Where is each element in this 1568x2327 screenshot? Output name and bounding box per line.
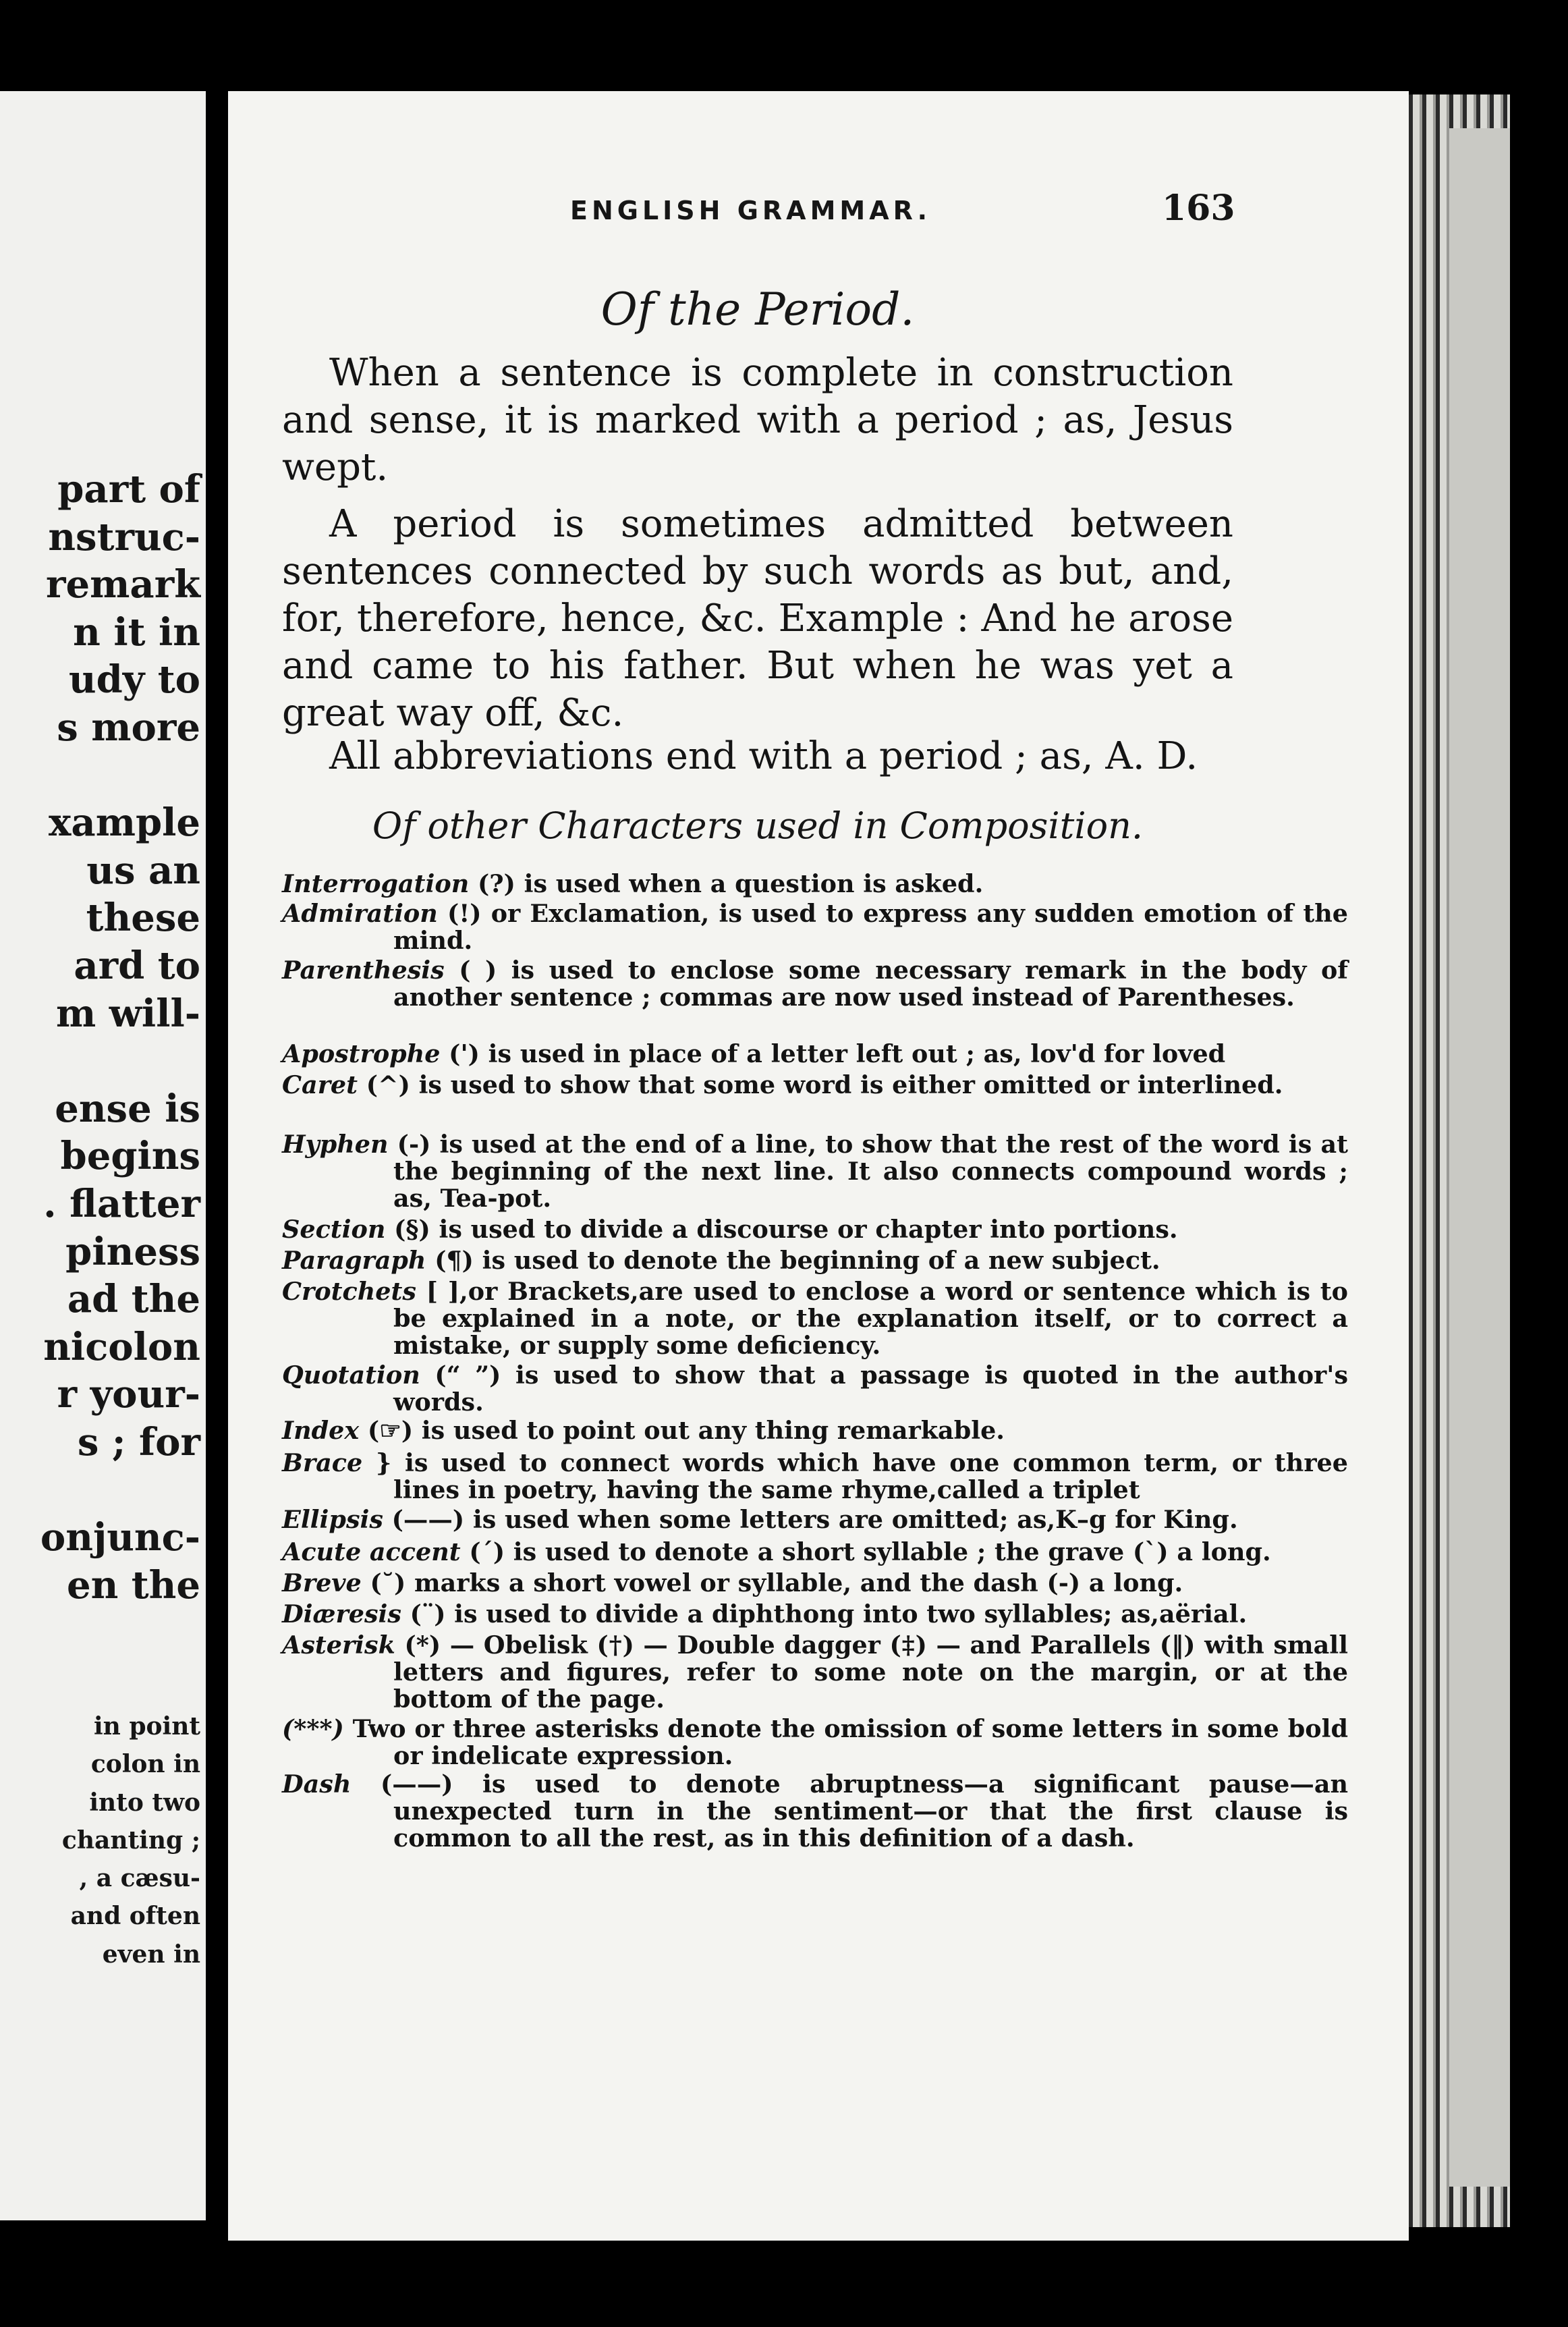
list-item: Breve (˘) marks a short vowel or syllable, and the dash (-) a long. — [282, 1568, 1183, 1597]
list-item: Ellipsis (——) is used when some letters are omitted; as,K–g for King. — [282, 1505, 1238, 1534]
text-line: colon in — [90, 1750, 200, 1779]
text-line: chanting ; — [61, 1826, 200, 1855]
list-item: Quotation (“ ”) is used to show that a passage is quoted in the author's words. — [282, 1361, 1348, 1417]
list-item: Asterisk (*) — Obelisk (†) — Double dagger (‡) — and Parallels (‖) with small letters and figures, refer to some note on the margin, or at the bottom of the page. — [282, 1631, 1348, 1714]
text-line: ense is — [55, 1086, 200, 1131]
text-line: ad the — [67, 1277, 200, 1322]
text-line: remark — [46, 562, 200, 607]
text-line: nicolon — [43, 1324, 200, 1369]
paragraph: When a sentence is complete in construction and sense, it is marked with a period ; as, Jesus wept. — [282, 351, 1233, 489]
previous-page — [0, 91, 206, 2220]
page-edges — [1409, 94, 1510, 2227]
text-line: us an — [86, 848, 200, 893]
text-line: begins — [60, 1134, 200, 1179]
text-line: r your- — [57, 1372, 200, 1417]
list-item: Dash (——) is used to denote abruptness—a significant pause—an unexpected turn in the sentiment—or that the first clause is common to all the rest, as in this definition of a dash. — [282, 1770, 1349, 1853]
text-line: s more — [57, 705, 200, 750]
text-line: m will- — [55, 991, 200, 1036]
text-line: n it in — [73, 609, 200, 655]
list-item: Apostrophe (') is used in place of a letter left out ; as, lov'd for loved — [282, 1039, 1226, 1068]
list-item: Paragraph (¶) is used to denote the beginning of a new subject. — [282, 1246, 1160, 1275]
text-line: part of — [57, 467, 200, 512]
previous-page-text-upper — [0, 466, 200, 1609]
text-line — [0, 752, 200, 800]
section-heading: Of the Period. — [600, 283, 915, 335]
text-line: udy to — [68, 657, 200, 703]
text-line: even in — [102, 1940, 200, 1969]
text-line: these — [86, 896, 200, 941]
list-item: Acute accent (´) is used to denote a short syllable ; the grave (`) a long. — [282, 1537, 1271, 1566]
list-item: Diæresis (¨) is used to divide a diphthong into two syllables; as,aërial. — [282, 1599, 1248, 1628]
list-item: Crotchets [ ],or Brackets,are used to enclose a word or sentence which is to be explained in a note, or the explanation itself, or to correct a mistake, or supply some deficiency. — [282, 1277, 1348, 1360]
page-number: 163 — [1162, 188, 1235, 229]
list-item: Index (☞) is used to point out any thing remarkable. — [282, 1416, 1005, 1445]
text-line: nstruc- — [48, 514, 200, 559]
list-item: Hyphen (-) is used at the end of a line, to show that the rest of the word is at the beginning of the next line. It also connects compound words ; as, Tea-pot. — [282, 1130, 1348, 1213]
paragraph: All abbreviations end with a period ; as, A. D. — [329, 734, 1198, 778]
text-line: xample — [49, 800, 200, 846]
text-line — [0, 1466, 200, 1514]
list-item: Interrogation (?) is used when a question is asked. — [282, 869, 984, 898]
text-line: . flatter — [43, 1181, 200, 1226]
list-item: Parenthesis ( ) is used to enclose some necessary remark in the body of another sentence ; commas are now used instead of Parentheses. — [282, 956, 1348, 1012]
text-line — [0, 1037, 200, 1085]
paragraph: A period is sometimes admitted between sentences connected by such words as but, and, for, therefore, hence, &c. Example : And he arose and came to his father. But when he was yet a great way off, &c. — [282, 502, 1233, 735]
list-item: Admiration (!) or Exclamation, is used to express any sudden emotion of the mind. — [282, 899, 1348, 955]
text-line: piness — [65, 1229, 200, 1274]
list-item: Section (§) is used to divide a discourse or chapter into portions. — [282, 1215, 1178, 1244]
text-line: ard to — [74, 943, 200, 988]
text-line: , a cæsu- — [79, 1864, 200, 1893]
text-line: in point — [93, 1712, 200, 1741]
list-item: Caret (^) is used to show that some word is either omitted or interlined. — [282, 1070, 1283, 1099]
list-item: Brace } is used to connect words which have one common term, or three lines in poetry, having the same rhyme,called a triplet — [282, 1448, 1349, 1504]
text-line: and often — [70, 1902, 200, 1931]
text-line: en the — [66, 1562, 200, 1608]
text-line: into two — [89, 1788, 200, 1817]
subheading: Of other Characters used in Composition. — [372, 804, 1144, 847]
running-head-title: ENGLISH GRAMMAR. — [570, 196, 932, 225]
list-item: (***) Two or three asterisks denote the omission of some letters in some bold or indelicate expression. — [282, 1714, 1348, 1770]
previous-page-text-lower — [0, 1707, 200, 1973]
text-line: onjunc- — [40, 1515, 200, 1560]
text-line: s ; for — [77, 1419, 200, 1464]
